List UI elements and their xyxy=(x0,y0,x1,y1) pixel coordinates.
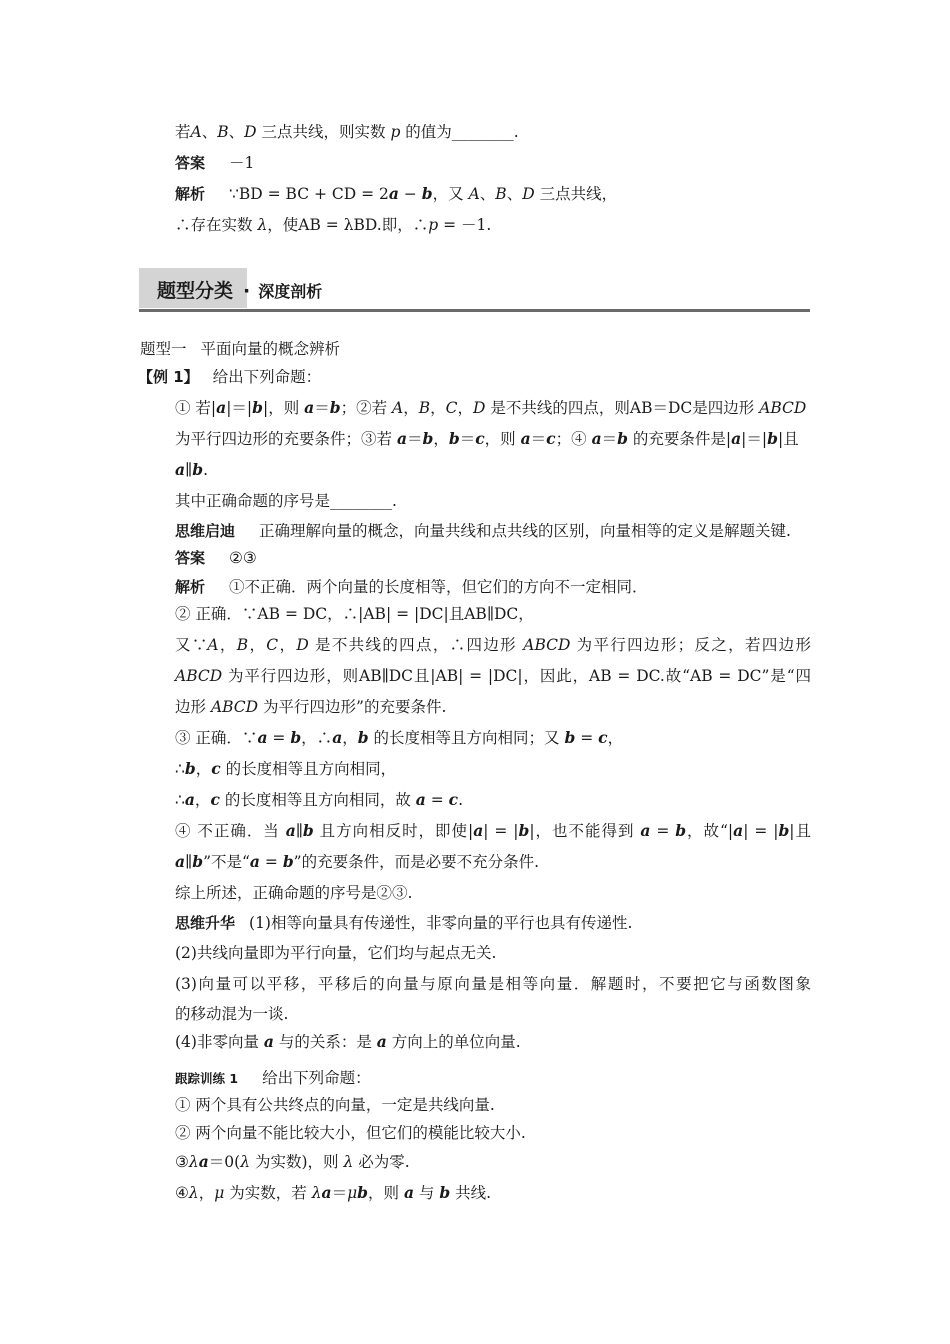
sublimation-label: 思维升华 xyxy=(175,914,236,932)
type-heading: 题型一 平面向量的概念辨析 xyxy=(140,340,341,358)
section-header xyxy=(139,268,810,314)
example-question: 其中正确命题的序号是________. xyxy=(175,492,397,510)
section-header-rule xyxy=(139,309,810,312)
analysis-line-1: 解析 ①不正确．两个向量的长度相等，但它们的方向不一定相同． xyxy=(175,578,648,596)
practice-heading: 跟踪训练 1 给出下列命题： xyxy=(175,1069,371,1087)
intro-question: 若A、B、D 三点共线，则实数 p 的值为________. xyxy=(175,123,519,141)
analysis-line-2: ② 正确．∵AB = DC，∴|AB| = |DC|且AB∥DC， xyxy=(175,605,534,623)
sublimation-line-2: (2)共线向量即为平行向量，它们均与起点无关. xyxy=(175,944,497,962)
practice-line-1: ① 两个具有公共终点的向量，一定是共线向量. xyxy=(175,1096,495,1114)
hint-line: 思维启迪 正确理解向量的概念，向量共线和点共线的区别，向量相等的定义是解题关键. xyxy=(175,522,791,540)
analysis-line-5: 边形 ABCD 为平行四边形”的充要条件. xyxy=(175,698,447,716)
intro-conclusion: ∴存在实数 λ，使AB = λBD.即，∴p = －1. xyxy=(175,216,492,234)
practice-line-2: ② 两个向量不能比较大小，但它们的模能比较大小. xyxy=(175,1124,526,1142)
practice-line-3: ③λa＝0(λ 为实数)，则 λ 必为零. xyxy=(175,1152,410,1171)
analysis-label: 解析 xyxy=(175,185,206,203)
answer-line xyxy=(175,547,257,569)
answer-label: 答案 xyxy=(175,549,206,567)
analysis-line-4: ABCD 为平行四边形，则AB∥DC且|AB| = |DC|，因此，AB = DC.故“AB = DC”是“四 xyxy=(175,667,811,685)
practice-label: 跟踪训练 1 xyxy=(175,1071,239,1086)
example-line-1: ① 若|a|＝|b|，则 a＝b；②若 A，B，C，D 是不共线的四点，则AB＝DC是四边形 ABCD xyxy=(175,398,807,417)
analysis-line-8: ∴a，c 的长度相等且方向相同，故 a = c. xyxy=(175,790,464,809)
analysis-summary: 综上所述，正确命题的序号是②③. xyxy=(175,884,413,902)
answer-value: ②③ xyxy=(229,549,257,567)
analysis-line-7: ∴b，c 的长度相等且方向相同， xyxy=(175,759,397,778)
example-line-2: 为平行四边形的充要条件；③若 a＝b，b＝c，则 a＝c；④ a＝b 的充要条件是|a|＝|b|且 xyxy=(175,429,799,448)
analysis-line-10: a∥b”不是“a = b”的充要条件，而是必要不充分条件. xyxy=(175,852,540,871)
example-label: 【例 1】 xyxy=(138,368,199,386)
analysis-line-9: ④ 不正确．当 a∥b 且方向相反时，即使|a| = |b|，也不能得到 a = b，故“|a| = |b|且 xyxy=(175,821,811,840)
sublimation-line-1: 思维升华 (1)相等向量具有传递性，非零向量的平行也具有传递性. xyxy=(175,914,633,932)
analysis-line-3: 又∵A，B，C，D 是不共线的四点，∴四边形 ABCD 为平行四边形；反之，若四边形 xyxy=(175,636,811,654)
answer-value: －1 xyxy=(229,154,255,172)
analysis-line-6: ③ 正确．∵a = b，∴a，b 的长度相等且方向相同；又 b = c， xyxy=(175,728,624,747)
intro-analysis: 解析 ∵BD = BC + CD = 2a − b，又 A、B、D 三点共线， xyxy=(175,184,618,203)
intro-answer xyxy=(175,152,254,174)
analysis-label: 解析 xyxy=(175,578,206,596)
sublimation-line-5: (4)非零向量 a 与的关系：是 a 方向上的单位向量. xyxy=(175,1032,521,1051)
section-title: 题型分类 · 深度剖析 xyxy=(157,280,323,302)
sublimation-line-4: 的移动混为一谈. xyxy=(175,1005,289,1023)
sublimation-line-3: (3)向量可以平移，平移后的向量与原向量是相等向量．解题时，不要把它与函数图象 xyxy=(175,975,811,993)
practice-line-4: ④λ，μ 为实数，若 λa＝μb，则 a 与 b 共线. xyxy=(175,1183,492,1202)
answer-label: 答案 xyxy=(175,154,206,172)
example-heading: 【例 1】 给出下列命题： xyxy=(138,368,322,386)
hint-label: 思维启迪 xyxy=(175,522,236,540)
example-line-3: a∥b. xyxy=(175,460,208,479)
